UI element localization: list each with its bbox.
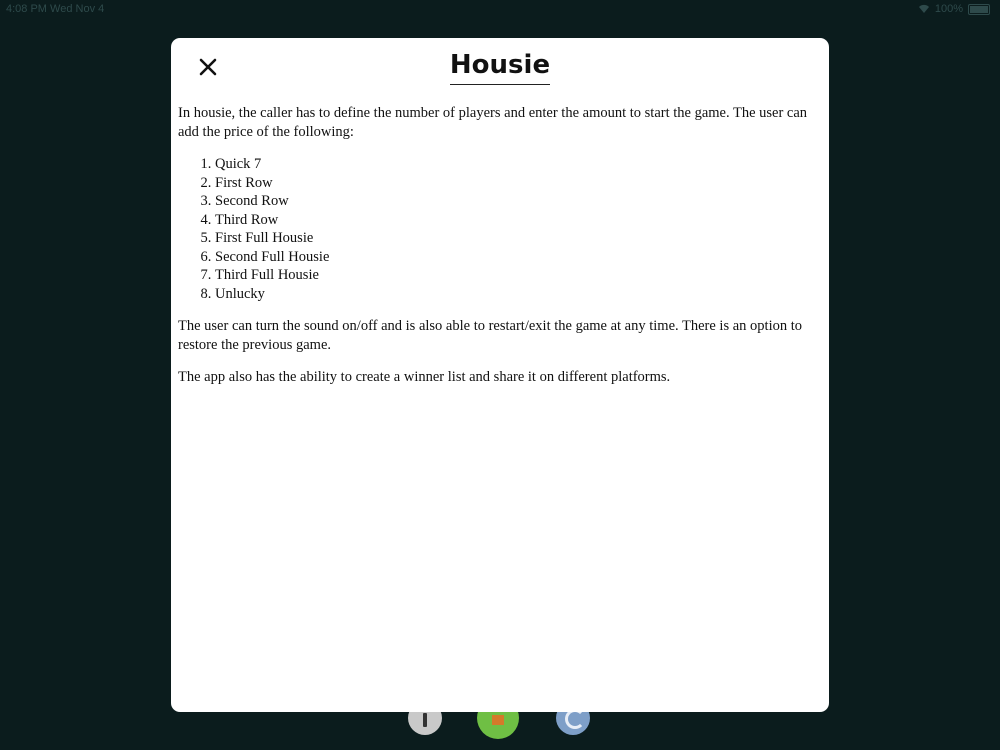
status-date: Wed Nov 4 [50,3,105,15]
prize-list [178,155,821,303]
winner-list-paragraph: The app also has the ability to create a winner list and share it on different platforms. [178,369,671,385]
list-item: 4. Third Row [215,211,821,230]
intro-paragraph: In housie, the caller has to define the number of players and enter the amount to start the game. The user can add the price of the following: [178,105,808,140]
list-item: 6. Second Full Housie [215,248,821,267]
list-item: 1. Quick 7 [215,155,821,174]
list-item: 2. First Row [215,174,821,193]
status-left [6,3,104,15]
list-item: 7. Third Full Housie [215,266,821,285]
wifi-icon [918,4,930,14]
housie-info-modal [171,38,829,712]
trophy-icon [492,715,504,725]
list-item: 5. First Full Housie [215,229,821,248]
battery-icon [968,4,990,15]
sound-restart-paragraph: The user can turn the sound on/off and is also able to restart/exit the game at any time. There is an option to restore the previous game. [178,318,803,353]
status-bar [0,0,1000,20]
list-item: 8. Unlucky [215,285,821,304]
restore-icon [565,709,585,729]
modal-title-text: Housie [450,50,550,85]
modal-content [178,104,821,401]
battery-percent: 100% [934,3,963,15]
status-time: 4:08 PM [6,3,47,15]
info-icon [423,713,427,727]
status-right [918,3,990,15]
list-item: 3. Second Row [215,192,821,211]
modal-title [171,50,829,85]
